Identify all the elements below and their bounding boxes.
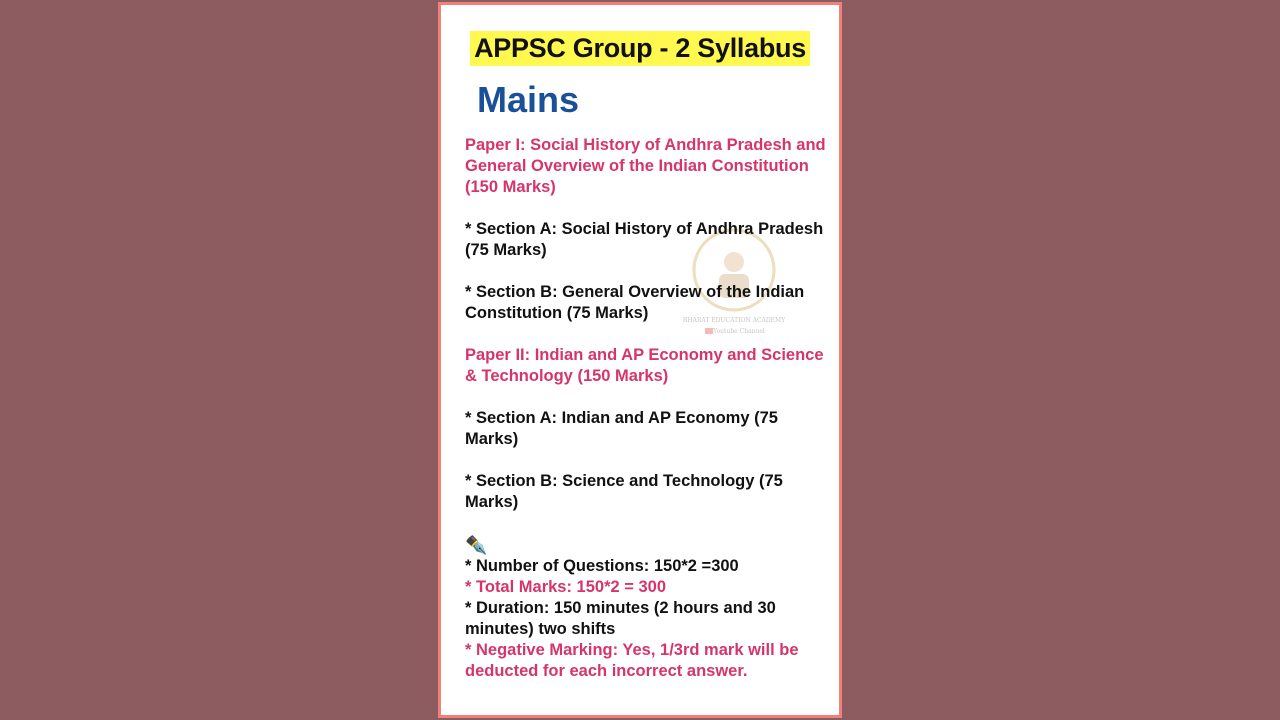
title-text: APPSC Group - 2 Syllabus: [470, 31, 810, 66]
negative-marking: * Negative Marking: Yes, 1/3rd mark will be deducted for each incorrect answer.: [465, 641, 799, 680]
paper1-section-b: * Section B: General Overview of the Indian Constitution (75 Marks): [465, 283, 805, 322]
paper2-section-b: * Section B: Science and Technology (75 Marks): [465, 472, 783, 511]
paper1-heading: Paper I: Social History of Andhra Pradesh and General Overview of the Indian Constitution (150 Marks): [465, 136, 826, 196]
syllabus-content: [465, 135, 827, 682]
total-marks: * Total Marks: 150*2 = 300: [465, 578, 667, 596]
questions-count: * Number of Questions: 150*2 =300: [465, 557, 739, 575]
paper2-section-a: * Section A: Indian and AP Economy (75 Marks): [465, 409, 778, 448]
watermark-channel: Youtube Channel: [713, 328, 765, 335]
duration: * Duration: 150 minutes (2 hours and 30 minutes) two shifts: [465, 599, 776, 638]
paper1-section-a: * Section A: Social History of Andhra Pradesh (75 Marks): [465, 220, 824, 259]
watermark-org: BHARAT EDUCATION ACADEMY: [682, 317, 786, 324]
pen-icon: ✒️: [465, 535, 488, 555]
subtitle: Mains: [477, 79, 580, 120]
syllabus-card: [438, 2, 842, 718]
paper2-heading: Paper II: Indian and AP Economy and Science & Technology (150 Marks): [465, 346, 824, 385]
page-title: [441, 31, 839, 66]
